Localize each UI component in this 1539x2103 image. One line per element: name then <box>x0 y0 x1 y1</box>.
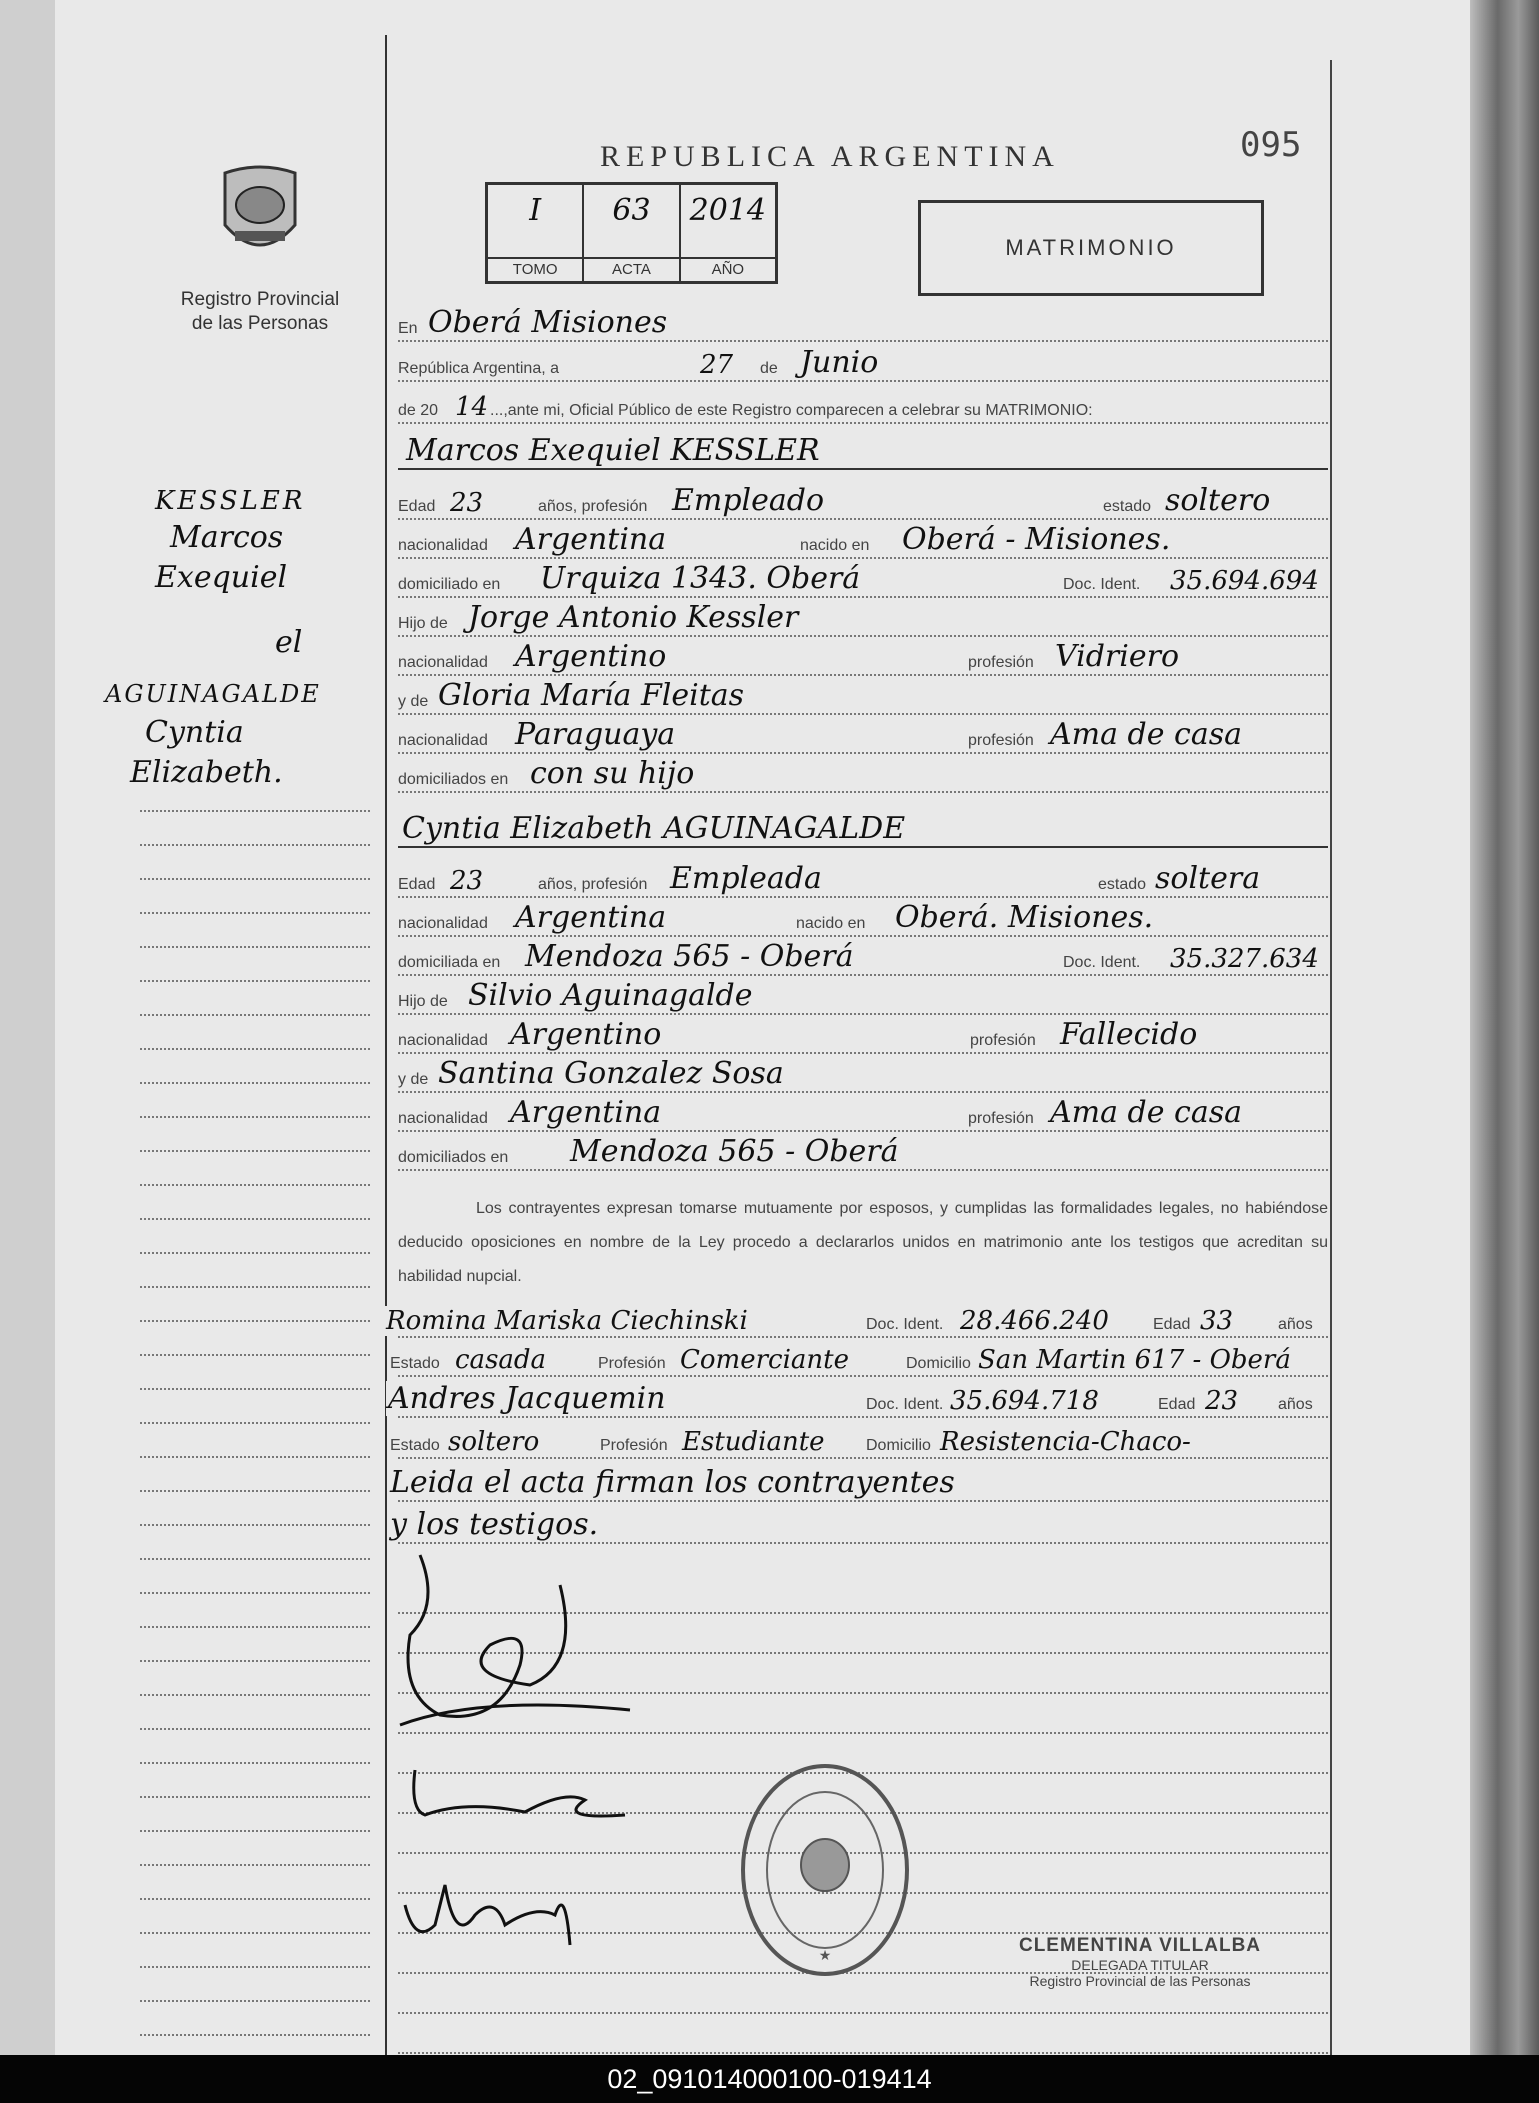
row-c2-padres-dom: domiciliados en Mendoza 565 - Oberá <box>398 1137 1328 1171</box>
margin-dotted-line <box>140 1218 370 1220</box>
row-c1-edad: Edad 23 años, profesión Empleado estado soltero <box>398 486 1328 520</box>
page-header: REPUBLICA ARGENTINA <box>600 140 1060 173</box>
officer-title: DELEGADA TITULAR <box>1071 1957 1209 1973</box>
row-t1-details: Estado casada Profesión Comerciante Domicilio San Martin 617 - Oberá <box>398 1343 1328 1377</box>
margin-given-1b: Exequiel <box>155 560 288 595</box>
margin-dotted-line <box>140 1694 370 1696</box>
row-place: En Oberá Misiones <box>398 308 1328 342</box>
row-c2-edad: Edad 23 años, profesión Empleada estado soltera <box>398 864 1328 898</box>
margin-dotted-line <box>140 1014 370 1016</box>
row-c1-madre-nac: nacionalidad Paraguaya profesión Ama de casa <box>398 720 1328 754</box>
registry-name: Registro Provincial de las Personas <box>180 289 340 334</box>
row-t2-name: Andres Jacquemin Doc. Ident. 35.694.718 Edad 23 años <box>398 1384 1328 1418</box>
row-c1-padre: Hijo de Jorge Antonio Kessler <box>398 603 1328 637</box>
margin-dotted-line <box>140 912 370 914</box>
right-page-stack <box>1470 0 1539 2055</box>
year-value: 14 <box>455 392 489 422</box>
row-year: de 20 14 ...,ante mi, Oficial Público de este Registro comparecen a celebrar su MATRIMONIO: <box>398 390 1328 424</box>
officer-org: Registro Provincial de las Personas <box>1029 1973 1251 1989</box>
tomo-cell: I TOMO <box>488 185 584 281</box>
margin-dotted-line <box>140 1660 370 1662</box>
margin-dotted-line <box>140 980 370 982</box>
signature-1 <box>380 1545 640 1755</box>
month-value: Junio <box>800 345 879 380</box>
margin-dotted-line <box>140 878 370 880</box>
row-closing-1: Leida el acta firman los contrayentes <box>398 1468 1328 1502</box>
registry-stamp-icon <box>735 1760 915 1980</box>
left-binding <box>0 0 55 2055</box>
row-c2-padre: Hijo de Silvio Aguinagalde <box>398 981 1328 1015</box>
margin-dotted-line <box>140 1116 370 1118</box>
officer-block <box>1000 1935 1280 1989</box>
signature-3 <box>395 1865 585 1955</box>
place-value: Oberá Misiones <box>428 305 668 340</box>
right-border <box>1330 60 1332 2055</box>
margin-given-1a: Marcos <box>170 520 284 555</box>
margin-surname-1: KESSLER <box>155 486 306 516</box>
margin-dotted-line <box>140 1388 370 1390</box>
row-c1-padres-dom: domiciliados en con su hijo <box>398 759 1328 793</box>
margin-dotted-line <box>140 1932 370 1934</box>
margin-dotted-line <box>140 1830 370 1832</box>
statement-text: Los contrayentes expresan tomarse mutuamente por esposos, y cumplidas las formalidades legales, no habiéndose deducido oposiciones en nombre de la Ley procedo a declararlos unidos en matrimonio ante los testigos que acreditan su habilidad nupcial. <box>398 1200 1328 1285</box>
margin-dotted-line <box>140 1048 370 1050</box>
margin-dotted-line <box>140 1626 370 1628</box>
margin-dotted-line <box>140 844 370 846</box>
margin-dotted-line <box>140 1456 370 1458</box>
row-c2-madre-nac: nacionalidad Argentina profesión Ama de casa <box>398 1098 1328 1132</box>
provincial-seal-icon <box>215 165 305 265</box>
row-c1-padre-nac: nacionalidad Argentino profesión Vidriero <box>398 642 1328 676</box>
margin-dotted-line <box>140 1728 370 1730</box>
row-c1-dom: domiciliado en Urquiza 1343. Oberá Doc. Ident. 35.694.694 <box>398 564 1328 598</box>
c2-name: Cyntia Elizabeth AGUINAGALDE <box>402 811 906 846</box>
margin-dotted-line <box>140 1150 370 1152</box>
margin-dotted-line <box>140 1898 370 1900</box>
row-c2-name <box>398 811 1328 848</box>
officer-name: CLEMENTINA VILLALBA <box>1018 1935 1262 1956</box>
row-t1-name: Romina Mariska Ciechinski Doc. Ident. 28.466.240 Edad 33 años <box>398 1304 1328 1338</box>
margin-dotted-line <box>140 946 370 948</box>
margin-dotted-line <box>140 1286 370 1288</box>
margin-dotted-line <box>140 2034 370 2036</box>
signature-2 <box>405 1760 635 1830</box>
acta-cell: 63 ACTA <box>584 185 680 281</box>
svg-text:★: ★ <box>818 1948 832 1964</box>
c1-name: Marcos Exequiel KESSLER <box>406 433 820 468</box>
margin-dotted-line <box>140 810 370 812</box>
margin-dotted-line <box>140 1762 370 1764</box>
row-closing-2: y los testigos. <box>398 1510 1328 1544</box>
margin-dotted-line <box>140 1082 370 1084</box>
margin-dotted-line <box>140 1422 370 1424</box>
margin-dotted-line <box>140 1490 370 1492</box>
margin-dotted-line <box>140 1796 370 1798</box>
row-c2-nac: nacionalidad Argentina nacido en Oberá. Misiones. <box>398 903 1328 937</box>
record-type-box: MATRIMONIO <box>918 200 1264 296</box>
margin-dotted-line <box>140 1558 370 1560</box>
margin-dotted-line <box>140 1592 370 1594</box>
row-t2-details: Estado soltero Profesión Estudiante Domicilio Resistencia-Chaco- <box>398 1425 1328 1459</box>
margin-dotted-line <box>140 1184 370 1186</box>
scan-footer-id: 02_091014000100-019414 <box>0 2055 1539 2103</box>
anio-cell: 2014 AÑO <box>681 185 775 281</box>
page-number: 095 <box>1240 125 1302 165</box>
row-c2-madre: y de Santina Gonzalez Sosa <box>398 1059 1328 1093</box>
blank-dotted-row <box>398 2020 1328 2054</box>
row-c2-dom: domiciliada en Mendoza 565 - Oberá Doc. Ident. 35.327.634 <box>398 942 1328 976</box>
record-id-box <box>485 182 778 284</box>
margin-dotted-line <box>140 1320 370 1322</box>
margin-surname-2: AGUINAGALDE <box>105 680 321 708</box>
row-c2-padre-nac: nacionalidad Argentino profesión Fallecido <box>398 1020 1328 1054</box>
margin-given-2b: Elizabeth. <box>130 755 283 790</box>
margin-dotted-line <box>140 1354 370 1356</box>
margin-given-2a: Cyntia <box>145 715 244 750</box>
day-value: 27 <box>700 350 734 380</box>
row-c1-name <box>398 433 1328 470</box>
margin-dotted-line <box>140 1966 370 1968</box>
row-c1-madre: y de Gloria María Fleitas <box>398 681 1328 715</box>
margin-dotted-line <box>140 1252 370 1254</box>
margin-dotted-line <box>140 1864 370 1866</box>
margin-dotted-line <box>140 2000 370 2002</box>
margin-dotted-line <box>140 1524 370 1526</box>
row-c1-nac: nacionalidad Argentina nacido en Oberá - Misiones. <box>398 525 1328 559</box>
margin-conjunction: el <box>275 625 303 660</box>
row-date: República Argentina, a 27 de Junio <box>398 348 1328 382</box>
